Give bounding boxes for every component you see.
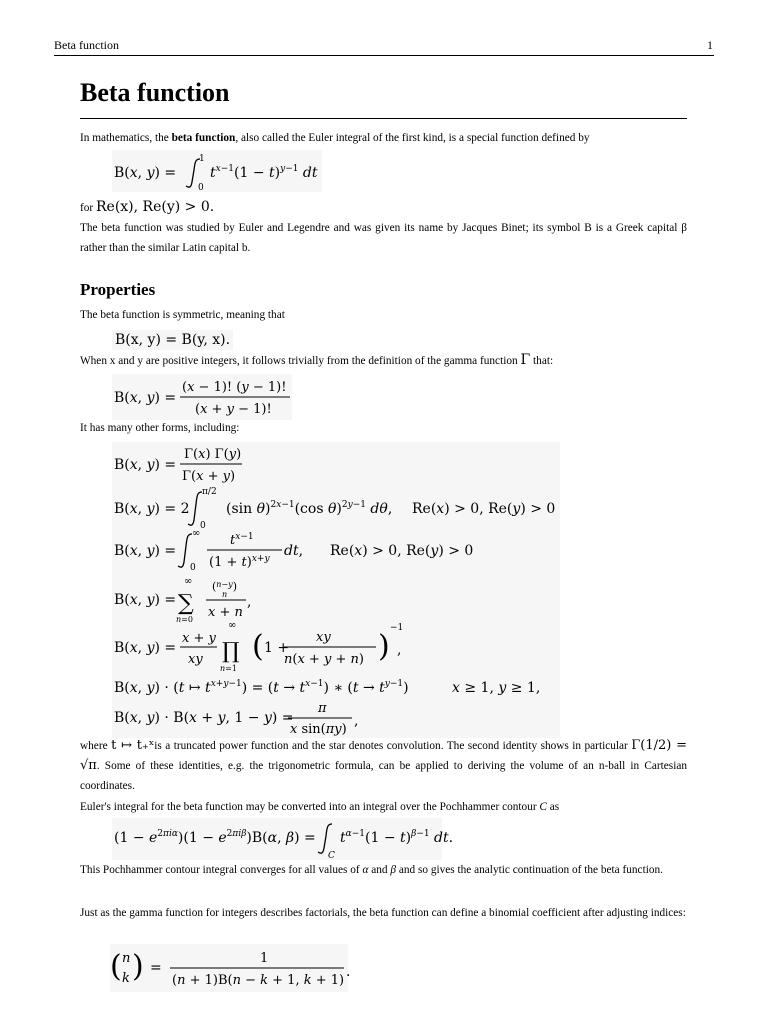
converges-mid: and [368, 864, 391, 876]
condition-line [80, 197, 214, 218]
svg-text:tx−1: $t^x-1$ [230, 532, 254, 548]
condition-prefix: for [80, 202, 96, 214]
svg-text:=: = [150, 960, 162, 976]
page-number: 1 [707, 38, 713, 52]
binomial-paragraph: Just as the gamma function for integers describes factorials, the beta function can define a binomial coefficient after adjusting indices: [80, 907, 686, 919]
svg-text:∑: ∑ [178, 591, 194, 616]
svg-text:0: 0 [190, 563, 196, 573]
svg-text:∞: ∞ [192, 528, 201, 539]
svg-text:(1 + t)x+y: $(1 + t)^{x+y}$ [209, 554, 270, 570]
eq-forms-block [112, 442, 572, 738]
intro-rest: , also called the Euler integral of the first kind, is a special function defined by [235, 132, 590, 144]
svg-text:.: . [346, 964, 351, 980]
svg-text:tα−1(1 − t)β−1 dt.: $t^{\alpha-1}(1 - t)^{\beta-1}$ dt. [340, 829, 454, 846]
svg-text:): ) [378, 629, 390, 664]
svg-text:Γ(x) Γ(y): Γ(x) Γ(y) [184, 447, 242, 462]
svg-text:B(x, y) =: B(x, y) = [114, 640, 177, 656]
pochhammer-post: as [546, 801, 560, 813]
truncated-math2: Γ(1/2) = √π [80, 738, 687, 773]
pochhammer-text [80, 797, 687, 817]
svg-text:∞: ∞ [228, 620, 237, 631]
other-forms-text: It has many other forms, including: [80, 422, 240, 434]
svg-text:(1 − e2πiα)(1 − e2πiβ)B(α, β): $(1 - e^{2\pi i\alpha})(1 - e^{2\pi i\beta})B(\alpha$, β) = [114, 829, 316, 846]
svg-text:n=1: n=1 [220, 664, 237, 673]
svg-text:B(x, y) =: B(x, y) = [114, 165, 177, 181]
svg-text:,: , [397, 642, 402, 658]
intro-paragraph [80, 128, 687, 148]
eq-definition [112, 150, 322, 192]
svg-text:x sin(πy): x sin(πy) [290, 722, 347, 737]
svg-text:(x + y − 1)!: (x + y − 1)! [195, 402, 272, 417]
eq-symmetric: B(x, y) = B(y, x). [112, 330, 233, 350]
svg-text:1: 1 [260, 951, 269, 966]
svg-text:): ) [132, 949, 144, 984]
intro-lead: In mathematics, the [80, 132, 172, 144]
gamma-text-body: When x and y are positive integers, it follows trivially from the definition of the gamma function [80, 355, 518, 367]
converges-paragraph [80, 860, 687, 880]
svg-text:x ≥ 1, y ≥ 1,: x ≥ 1, y ≥ 1, [452, 680, 541, 696]
eq-pochhammer [112, 818, 454, 861]
eq-factorial [112, 374, 292, 420]
condition-formula: Re(x), Re(y) > 0. [96, 199, 215, 215]
svg-text:(: ( [252, 629, 264, 664]
svg-text:−1: −1 [390, 623, 404, 633]
svg-text:B(x, y) =: B(x, y) = [114, 592, 177, 608]
svg-text:π: π [318, 701, 327, 716]
gamma-symbol: Γ [520, 352, 531, 368]
svg-text:n(x + y + n): n(x + y + n) [284, 652, 364, 667]
svg-text:1: 1 [199, 154, 205, 164]
alpha-symbol: α [362, 864, 369, 876]
svg-text:B(x, y) =: B(x, y) = [114, 457, 177, 473]
svg-text:(n + 1)B(n − k + 1, k + 1): (n + 1)B(n − k + 1, k + 1) [172, 973, 345, 988]
section-heading-properties: Properties [80, 280, 156, 299]
svg-text:Re(x) > 0, Re(y) > 0: Re(x) > 0, Re(y) > 0 [412, 501, 556, 517]
page-title: Beta function [80, 78, 230, 107]
svg-text:k: k [122, 971, 130, 986]
svg-text:n=0: n=0 [176, 615, 193, 624]
svg-text:Γ(x + y): Γ(x + y) [182, 469, 236, 484]
pochhammer-contour-c: C [539, 801, 547, 813]
svg-text:n: n [222, 590, 228, 599]
running-header: Beta function [54, 38, 119, 52]
svg-text:Re(x) > 0, Re(y) > 0: Re(x) > 0, Re(y) > 0 [330, 543, 474, 559]
gamma-text [80, 350, 553, 371]
title-rule [80, 118, 687, 119]
svg-text:x + y: x + y [182, 631, 216, 646]
svg-text:xy: xy [188, 652, 203, 667]
truncated-math: t ↦ t₊ˣ [111, 738, 155, 753]
gamma-text-tail: that: [530, 355, 554, 367]
history-paragraph: The beta function was studied by Euler and Legendre and was given its name by Jacques Binet; its symbol Β is a Greek capital β rather than the similar Latin capital b. [80, 222, 687, 254]
svg-text:B(x, y) = 2: B(x, y) = 2 [114, 501, 190, 517]
svg-text:(n−y): ($^n$−y) [212, 580, 237, 593]
svg-text:,: , [247, 594, 252, 610]
svg-text:x + n: x + n [208, 605, 243, 620]
symmetric-text: The beta function is symmetric, meaning that [80, 309, 285, 321]
svg-text:∞: ∞ [184, 576, 193, 587]
intro-bold-term: beta function [171, 132, 236, 144]
eq-binomial [110, 944, 360, 992]
svg-text:B(x, y) =: B(x, y) = [114, 543, 177, 559]
truncated-pre: where [80, 740, 112, 752]
truncated-paragraph [80, 736, 687, 796]
form-convolution [114, 679, 540, 696]
svg-text:B(x, y) · B(x + y, 1 − y) =: B(x, y) · B(x + y, 1 − y) = [114, 710, 294, 726]
truncated-post: is a truncated power function and the star denotes convolution. The second identity shows in particular [154, 740, 632, 752]
svg-text:0: 0 [200, 521, 206, 531]
truncated-post2: . Some of these identities, e.g. the trigonometric formula, can be applied to deriving the volume of an n-ball in Cartesian coordinates. [80, 760, 687, 792]
svg-text:(x − 1)! (y − 1)!: (x − 1)! (y − 1)! [182, 380, 287, 395]
svg-text:n: n [122, 951, 131, 966]
svg-text:xy: xy [316, 630, 331, 645]
svg-text:B(x, y) =: B(x, y) = [114, 390, 177, 406]
header-rule [54, 55, 714, 56]
beta-symbol: β [390, 864, 396, 876]
pochhammer-pre: Euler's integral for the beta function may be converted into an integral over the Pochhammer contour [80, 801, 540, 813]
svg-text:0: 0 [198, 183, 204, 193]
svg-text:C: C [328, 851, 335, 861]
svg-text:,: , [354, 713, 359, 729]
svg-text:π/2: π/2 [202, 487, 217, 497]
svg-text:(sin θ)2x−1(cos θ)2y−1 dθ,: (sin θ)$^{2x-1}$(cos θ)$^{2y-1}$ dθ, [226, 500, 393, 517]
svg-text:dt,: dt, [284, 543, 304, 559]
svg-text:tx−1(1 − t)y−1 dt: $t^x-1(1 - t)^y-1$ dt [210, 164, 318, 181]
svg-text:B(x, y) · (t ↦ tx+y−1) = (t →: B(x, y) · (t ↦ $t^{x+y-1}) = (t \to t^{x-1})$ ∗ $(t \to t^{y-1})$ [114, 679, 409, 696]
svg-text:1 +: 1 + [264, 640, 290, 656]
svg-text:(: ( [110, 949, 122, 984]
svg-text:∏: ∏ [222, 639, 240, 664]
converges-post: and so gives the analytic continuation of the beta function. [396, 864, 663, 876]
converges-pre: This Pochhammer contour integral converges for all values of [80, 864, 363, 876]
